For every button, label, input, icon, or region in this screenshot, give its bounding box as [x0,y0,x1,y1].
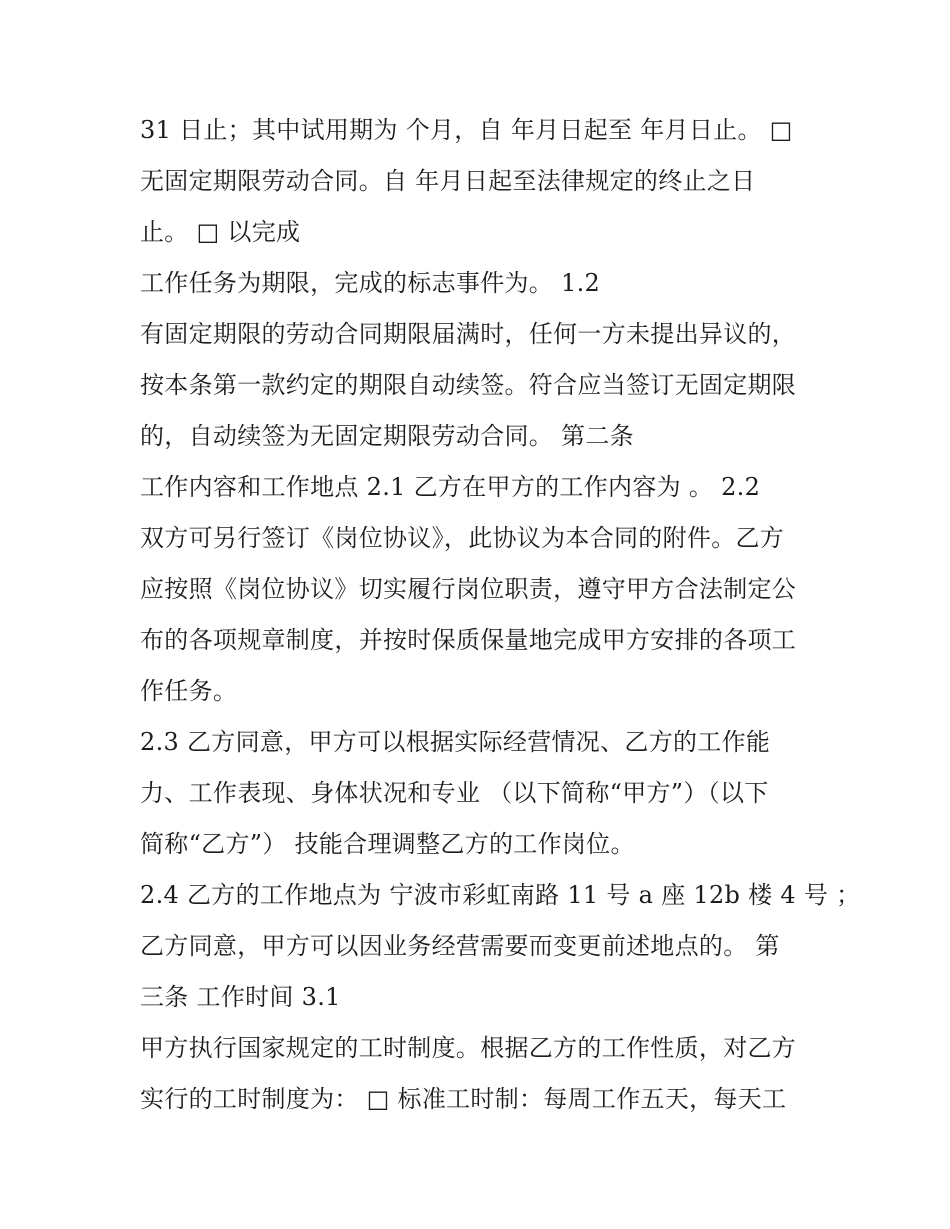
text-line: 应按照《岗位协议》切实履行岗位职责，遵守甲方合法制定公 [140,575,797,603]
text-line: 止。 □ 以完成 [140,218,301,246]
text-line: 31 日止；其中试用期为 个月，自 年月日起至 年月日止。 □ [140,116,793,144]
text-line: 有固定期限的劳动合同期限届满时，任何一方未提出异议的， [140,320,797,348]
text-line: 力、工作表现、身体状况和专业 （以下简称“甲方”）（以下 [140,779,769,807]
text-line: 按本条第一款约定的期限自动续签。符合应当签订无固定期限 [140,371,797,399]
text-line: 简称“乙方”） 技能合理调整乙方的工作岗位。 [140,830,635,858]
text-line: 作任务。 [140,677,238,705]
text-line: 布的各项规章制度，并按时保质保量地完成甲方安排的各项工 [140,626,797,654]
text-line: 甲方执行国家规定的工时制度。根据乙方的工作性质，对乙方 [140,1034,797,1062]
text-line: 乙方同意，甲方可以因业务经营需要而变更前述地点的。 第 [140,932,780,960]
text-line: 的，自动续签为无固定期限劳动合同。 第二条 [140,422,634,450]
text-line: 三条 工作时间 3.1 [140,983,341,1011]
contract-text [140,108,861,1128]
text-line: 双方可另行签订《岗位协议》，此协议为本合同的附件。乙方 [140,524,785,552]
text-line: 2.4 乙方的工作地点为 宁波市彩虹南路 11 号 a 座 12b 楼 4 号 ； [140,881,861,909]
text-line: 无固定期限劳动合同。自 年月日起至法律规定的终止之日 [140,167,756,195]
text-line: 工作任务为期限，完成的标志事件为。 1.2 [140,269,601,297]
text-line: 实行的工时制度为： □ 标准工时制：每周工作五天，每天工 [140,1085,787,1113]
text-line: 2.3 乙方同意，甲方可以根据实际经营情况、乙方的工作能 [140,728,771,756]
text-line: 工作内容和工作地点 2.1 乙方在甲方的工作内容为 。 2.2 [140,473,761,501]
